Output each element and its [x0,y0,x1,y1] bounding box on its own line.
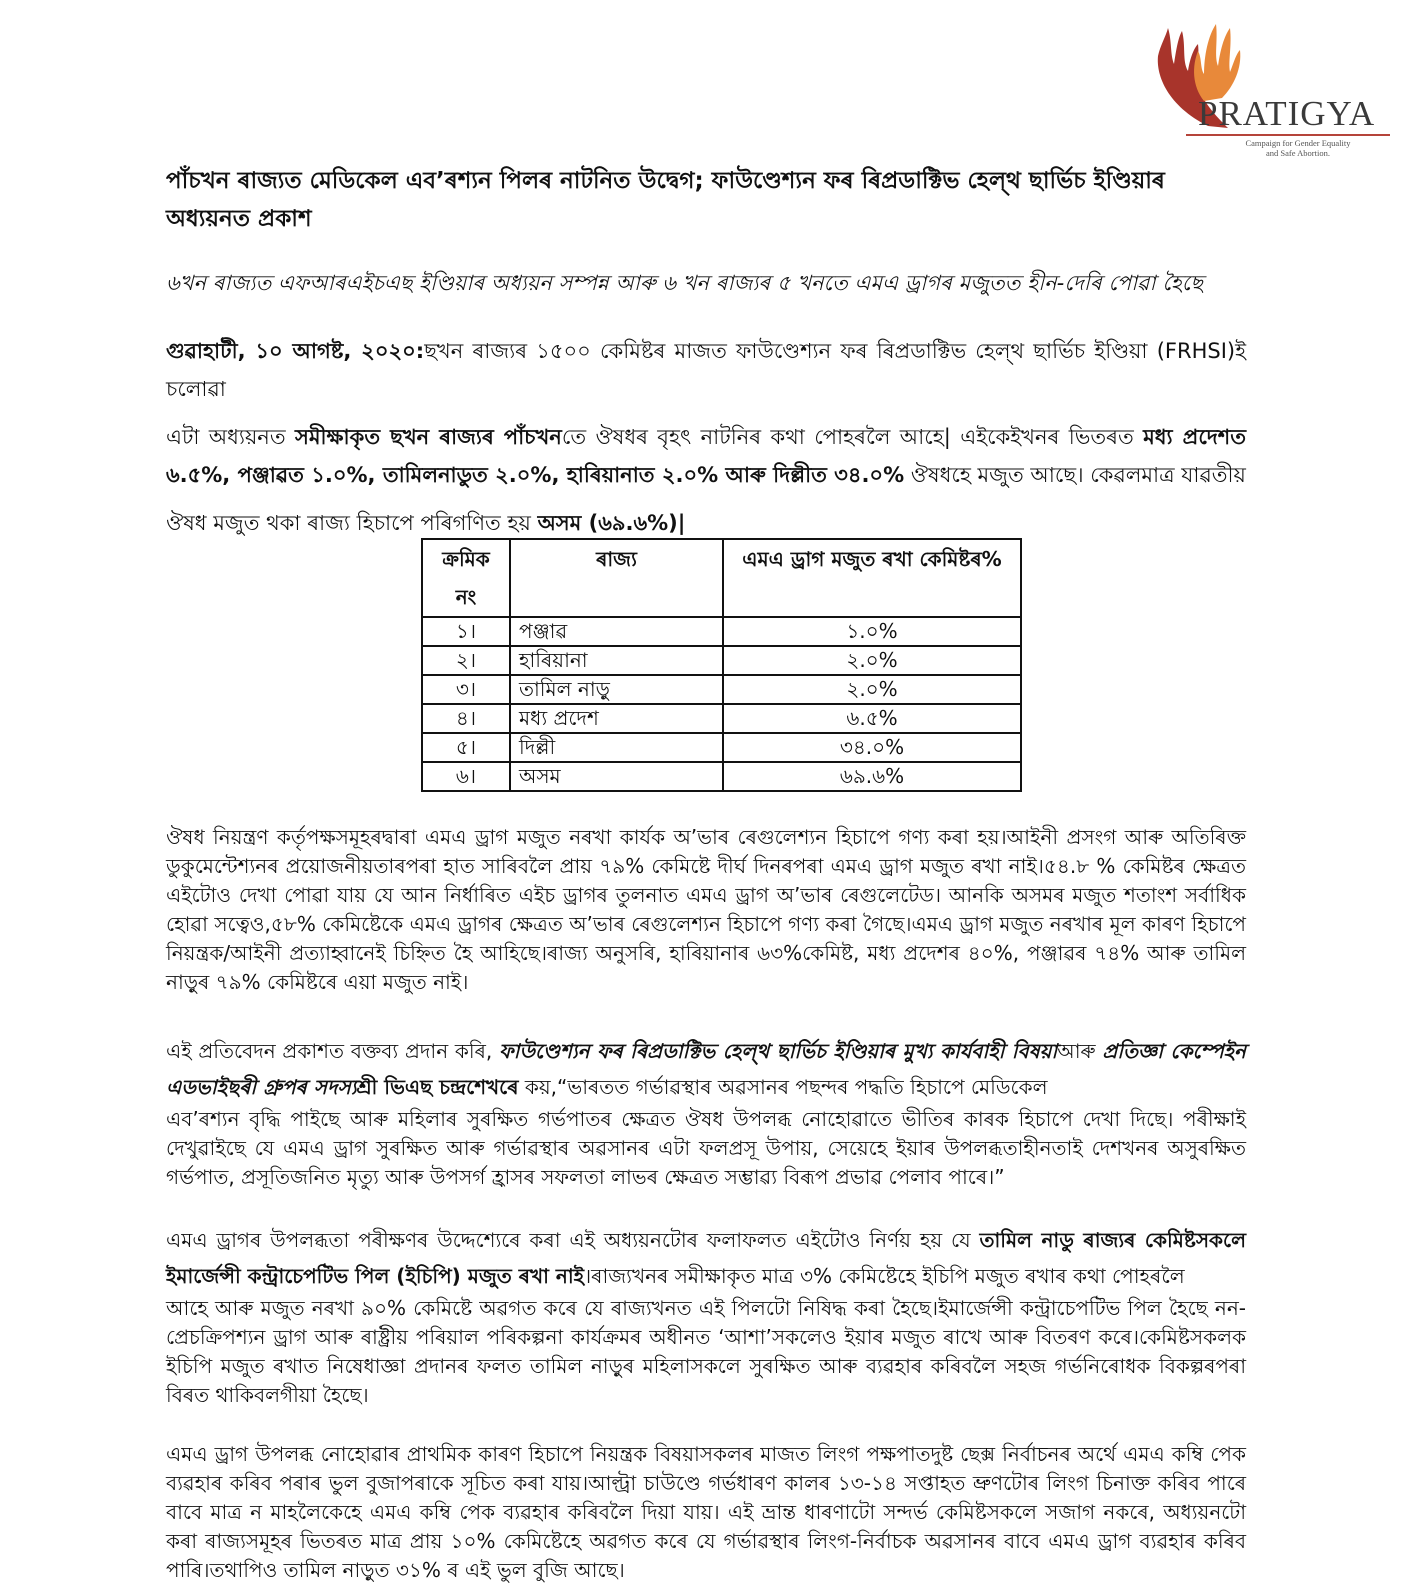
logo-wordmark: PRATIGYA [1198,94,1376,133]
paragraph-ecp [166,1222,1246,1410]
cell-state: হাৰিয়ানা [510,646,723,675]
cell-serial: ৬। [422,762,510,791]
cell-percent: ৬৯.৬% [723,762,1021,791]
pratigya-logo [1148,6,1393,158]
lead-text-2a: এটা অধ্যয়নত [166,425,295,449]
speaker-title-frhsi: ফাউণ্ডেশ্যন ফৰ ৰিপ্ৰডাক্টিভ হেল্থ ছাৰ্ভিচ ইণ্ডিয়াৰ মুখ্য কাৰ্যবাহী বিষয়া [499,1039,1058,1063]
cell-serial: ৫। [422,733,510,762]
table-row [422,733,1021,762]
dateline: গুৱাহাটী, ১০ আগষ্ট, ২০২০: [166,339,425,363]
ecp-finding: তামিল নাডু ৰাজ্যৰ কেমিষ্টসকলে ইমাৰ্জেন্সী কন্ট্ৰাচেপটিভ পিল (ইচিপি) মজুত ৰখা নাই [166,1228,1246,1288]
paragraph-quote [166,1033,1246,1192]
cell-serial: ৩। [422,675,510,704]
cell-state: পঞ্জাৱ [510,617,723,646]
article-title: পাঁচখন ৰাজ্যত মেডিকেল এব’ৰশ্যন পিলৰ নাটনিত উদ্বেগ; ফাউণ্ডেশ্যন ফৰ ৰিপ্ৰডাক্টিভ হেল্থ ছাৰ্ভিচ ইণ্ডিয়াৰ অধ্যয়নত প্ৰকাশ [166,168,1165,232]
cell-percent: ১.০% [723,617,1021,646]
quote-and: আৰু [1057,1039,1103,1063]
cell-state: মধ্য প্ৰদেশ [510,704,723,733]
cell-percent: ৬.৫% [723,704,1021,733]
quote-start: কয়,“ভাৰতত গৰ্ভাৱস্থাৰ অৱসানৰ পছন্দৰ পদ্ধতি হিচাপে মেডিকেল [518,1075,1048,1099]
cell-state: অসম [510,762,723,791]
logo-divider [1186,134,1390,136]
cell-serial: ২। [422,646,510,675]
quote-intro: এই প্ৰতিবেদন প্ৰকাশত বক্তব্য প্ৰদান কৰি, [166,1039,500,1063]
lead-line-1 [166,332,1246,408]
paragraph-over-regulation: ঔষধ নিয়ন্ত্ৰণ কৰ্তৃপক্ষসমূহৰদ্বাৰা এমএ ড্ৰাগ মজুত নৰখা কাৰ্যক অ’ভাৰ ৰেগুলেশ্যন হিচাপে গণ্য কৰা হয়।আইনী প্ৰসংগ আৰু অতিৰিক্ত ডুকুমেন্টেশ্যনৰ প্ৰয়োজনীয়তাৰপৰা হাত সাৰিবলৈ প্ৰায় ৭৯% কেমিষ্টে দীৰ্ঘ দিনৰপৰা এমএ ড্ৰাগ মজুত ৰখা নাই।৫৪.৮ % কেমিষ্টৰ ক্ষেত্ৰত এইটোও দেখা পোৱা যায় যে আন নিৰ্ধাৰিত এইচ ড্ৰাগৰ তুলনাত এমএ ড্ৰাগ অ’ভাৰ ৰেগুলেটেড। আনকি অসমৰ মজুত শতাংশ সৰ্বাধিক হোৱা সত্বেও,৫৮% কেমিষ্টেকে এমএ ড্ৰাগৰ ক্ষেত্ৰত অ’ভাৰ ৰেগুলেশ্যন হিচাপে গণ্য কৰা গৈছে।এমএ ড্ৰাগ মজুত নৰখাৰ মূল কাৰণ হিচাপে নিয়ন্ত্ৰক/আইনী প্ৰত্যাহ্বানেই চিহ্নিত হৈ আহিছে।ৰাজ্য অনুসৰি, হাৰিয়ানাৰ ৬৩%কেমিষ্ট, মধ্য প্ৰদেশৰ ৪০%, পঞ্জাৱৰ ৭৪% আৰু তামিল নাড়ুৰ ৭৯% কেমিষ্টৰে এয়া মজুত নাই। [166,825,1246,994]
col-header-percent: এমএ ড্ৰাগ মজুত ৰখা কেমিষ্টৰ% [723,539,1021,617]
tagline-line-1: Campaign for Gender Equality [1245,138,1351,148]
ecp-text-c: ।ৰাজ্যখনৰ সমীক্ষাকৃত মাত্ৰ ৩% কেমিষ্টেহে ইচিপি মজুত ৰখাৰ কথা পোহৰলৈ [584,1264,1185,1288]
quote-body: এব’ৰশ্যন বৃদ্ধি পাইছে আৰু মহিলাৰ সুৰক্ষিত গৰ্ভপাতৰ ক্ষেত্ৰত ঔষধ উপলব্ধ নোহোৱাতে ভীতিৰ কাৰক হিচাপে দেখা দিছে। পৰীক্ষাই দেখুৱাইছে যে এমএ ড্ৰাগ সুৰক্ষিত আৰু গৰ্ভাৱস্থাৰ অৱসানৰ এটা ফলপ্ৰসূ উপায়, সেয়েহে ইয়াৰ উপলব্ধতাহীনতাই দেশখনৰ অসুৰক্ষিত গৰ্ভপাত, প্ৰসূতিজনিত মৃত্যু আৰু উপসৰ্গ হ্ৰাসৰ সফলতা লাভৰ ক্ষেত্ৰত সম্ভাৱ্য বিৰূপ প্ৰভাৱ পেলাব পাৰে।” [166,1107,1246,1189]
table-header-row [422,539,1021,617]
table-row [422,617,1021,646]
cell-percent: ২.০% [723,646,1021,675]
lead-text-2e: ঔষধহে মজুত আছে। কেৱলমাত্ৰ যাৱতীয় [904,463,1246,487]
article-subtitle: ৬খন ৰাজ্যত এফআৰএইচএছ ইণ্ডিয়াৰ অধ্যয়ন সম্পন্ন আৰু ৬ খন ৰাজ্যৰ ৫ খনতে এমএ ড্ৰাগৰ মজুতত হীন-দেৰি পোৱা হৈছে [166,271,1203,295]
speaker-name: শ্ৰী ভিএছ চন্দ্ৰশেখৰে [356,1075,519,1099]
lead-text-4a: ঔষধ মজুত থকা ৰাজ্য হিচাপে পৰিগণিত হয় [166,511,538,535]
paragraph-sex-selection: এমএ ড্ৰাগ উপলব্ধ নোহোৱাৰ প্ৰাথমিক কাৰণ হিচাপে নিয়ন্ত্ৰক বিষয়াসকলৰ মাজত লিংগ পক্ষপাতদুষ্ট ছেক্স নিৰ্বাচনৰ অৰ্থে এমএ কম্বি পেক ব্যৱহাৰ কৰিব পৰাৰ ভুল বুজাপৰাকে সূচিত কৰা যায়।আল্ট্ৰা চাউণ্ডে গৰ্ভধাৰণ কালৰ ১৩-১৪ সপ্তাহত ভ্ৰুণটোৰ লিংগ চিনাক্ত কৰিব পাৰে বাবে মাত্ৰ ন মাহলৈকেহে এমএ কম্বি পেক ব্যৱহাৰ কৰিবলৈ দিয়া যায়। এই ভ্ৰান্ত ধাৰণাটো সন্দৰ্ভ কেমিষ্টসকলে সজাগ নকৰে, অধ্যয়নটো কৰা ৰাজ্যসমূহৰ ভিতৰত মাত্ৰ প্ৰায় ১০% কেমিষ্টেহে অৱগত কৰে যে গৰ্ভাৱস্থাৰ লিংগ-নিৰ্বাচক অৱসানৰ বাবে এমএ ড্ৰাগ ব্যৱহাৰ কৰিব পাৰি।তথাপিও তামিল নাড়ুত ৩১% ৰ এই ভুল বুজি আছে। [166,1442,1246,1582]
lead-paragraph [166,332,1246,542]
lead-line-4 [166,504,1246,542]
logo-tagline [1218,138,1378,158]
cell-state: দিল্লী [510,733,723,762]
speaker-title-pratigya: প্ৰতিজ্ঞা কেম্পেইন এডভাইছৰী গ্ৰুপৰ সদস্য [166,1039,1246,1099]
ecp-body: আহে আৰু মজুত নৰখা ৯০% কেমিষ্টে অৱগত কৰে যে ৰাজ্যখনত এই পিলটো নিষিদ্ধ কৰা হৈছে।ইমাৰ্জেন্সী কন্ট্ৰাচেপটিভ পিল হৈছে নন-প্ৰেচক্ৰিপশ্যন ড্ৰাগ আৰু ৰাষ্ট্ৰীয় পৰিয়াল পৰিকল্পনা কাৰ্যক্ৰমৰ অধীনত ‘আশা’সকলেও ইয়াৰ মজুত ৰাখে আৰু বিতৰণ কৰে।কেমিষ্টসকলক ইচিপি মজুত ৰখাত নিষেধাজ্ঞা প্ৰদানৰ ফলত তামিল নাড়ুৰ মহিলাসকলে সুৰক্ষিত আৰু ব্যৱহাৰ কৰিবলৈ সহজ গৰ্ভনিৰোধক বিকল্পৰপৰা বিৰত থাকিবলগীয়া হৈছে। [166,1296,1246,1407]
cell-percent: ২.০% [723,675,1021,704]
col-header-serial: ক্ৰমিক নং [422,539,510,617]
table-row [422,646,1021,675]
table-row [422,762,1021,791]
col-header-state: ৰাজ্য [510,539,723,617]
table-row [422,704,1021,733]
cell-serial: ৪। [422,704,510,733]
lead-bold-figures: মধ্য প্ৰদেশত ৬.৫%, পঞ্জাৱত ১.০%, তামিলনাডুত ২.০%, হাৰিয়ানাত ২.০% আৰু দিল্লীত ৩৪.০% [166,425,1246,487]
lead-bold-states: সমীক্ষাকৃত ছখন ৰাজ্যৰ পাঁচখন [295,425,562,449]
tagline-line-2: and Safe Abortion. [1266,148,1330,158]
ecp-intro: এমএ ড্ৰাগৰ উপলব্ধতা পৰীক্ষণৰ উদ্দেশ্যেৰে কৰা এই অধ্যয়নটোৰ ফলাফলত এইটোও নিৰ্ণয় হয় যে [166,1228,980,1252]
lead-bold-assam: অসম (৬৯.৬%)| [537,511,686,535]
lead-text-1: ছখন ৰাজ্যৰ ১৫০০ কেমিষ্টৰ মাজত ফাউণ্ডেশ্যন ফৰ ৰিপ্ৰডাক্টিভ হেল্থ ছাৰ্ভিচ ইণ্ডিয়া (FRHSI)ই চলোৱা [166,339,1247,401]
ma-drug-stock-table [421,538,1022,792]
cell-serial: ১। [422,617,510,646]
table-row [422,675,1021,704]
lead-text-2c: তে ঔষধৰ বৃহৎ নাটনিৰ কথা পোহৰলৈ আহে| এইকেইখনৰ ভিতৰত [561,425,1144,449]
cell-percent: ৩৪.০% [723,733,1021,762]
cell-state: তামিল নাড়ু [510,675,723,704]
